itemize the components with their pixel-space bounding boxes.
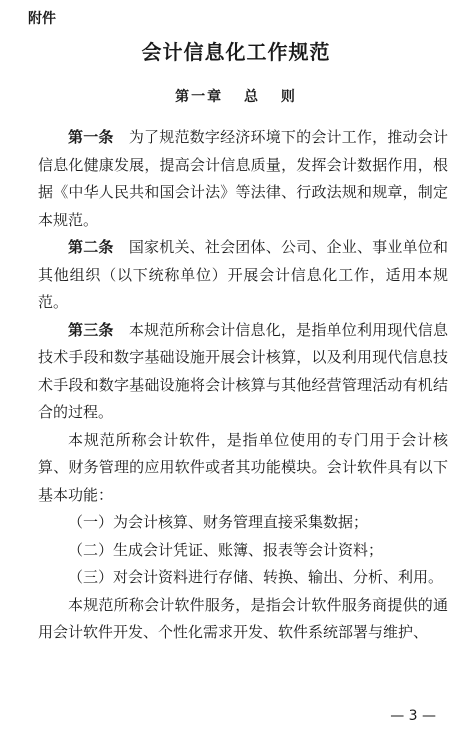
function-item-1: （一）为会计核算、财务管理直接采集数据； bbox=[68, 513, 369, 531]
function-item-2: （二）生成会计凭证、账簿、报表等会计资料； bbox=[68, 540, 384, 559]
article-2-number: 第二条 bbox=[68, 238, 114, 256]
chapter-heading: 第一章 总 则 bbox=[175, 89, 297, 105]
article-3 bbox=[38, 317, 448, 427]
function-item-3: （三）对会计资料进行存储、转换、输出、分析、利用。 bbox=[68, 568, 444, 586]
service-definition-paragraph: 本规范所称会计软件服务，是指会计软件服务商提供的通用会计软件开发、个性化需求开发、软件系统部署与维护、 bbox=[38, 595, 448, 641]
attachment-label: 附件 bbox=[28, 11, 56, 27]
page-number: — 3 — bbox=[390, 708, 436, 724]
document-body bbox=[38, 124, 448, 647]
article-1-text: 为了规范数字经济环境下的会计工作，推动会计信息化健康发展，提高会计信息质量，发挥会计数据作用，根据《中华人民共和国会计法》等法律、行政法规和规章，制定本规范。 bbox=[38, 128, 448, 229]
document-title: 会计信息化工作规范 bbox=[141, 40, 331, 64]
article-3-text: 本规范所称会计信息化，是指单位利用现代信息技术手段和数字基础设施开展会计核算，以及利用现代信息技术手段和数字基础设施将会计核算与其他经营管理活动有机结合的过程。 bbox=[38, 320, 448, 421]
article-1 bbox=[38, 124, 448, 234]
article-2 bbox=[38, 234, 448, 317]
article-2-text: 国家机关、社会团体、公司、企业、事业单位和其他组织（以下统称单位）开展会计信息化工作，适用本规范。 bbox=[38, 238, 448, 311]
article-1-number: 第一条 bbox=[68, 128, 114, 146]
software-definition-paragraph: 本规范所称会计软件，是指单位使用的专门用于会计核算、财务管理的应用软件或者其功能模块。会计软件具有以下基本功能： bbox=[38, 430, 448, 504]
article-3-number: 第三条 bbox=[68, 320, 114, 339]
